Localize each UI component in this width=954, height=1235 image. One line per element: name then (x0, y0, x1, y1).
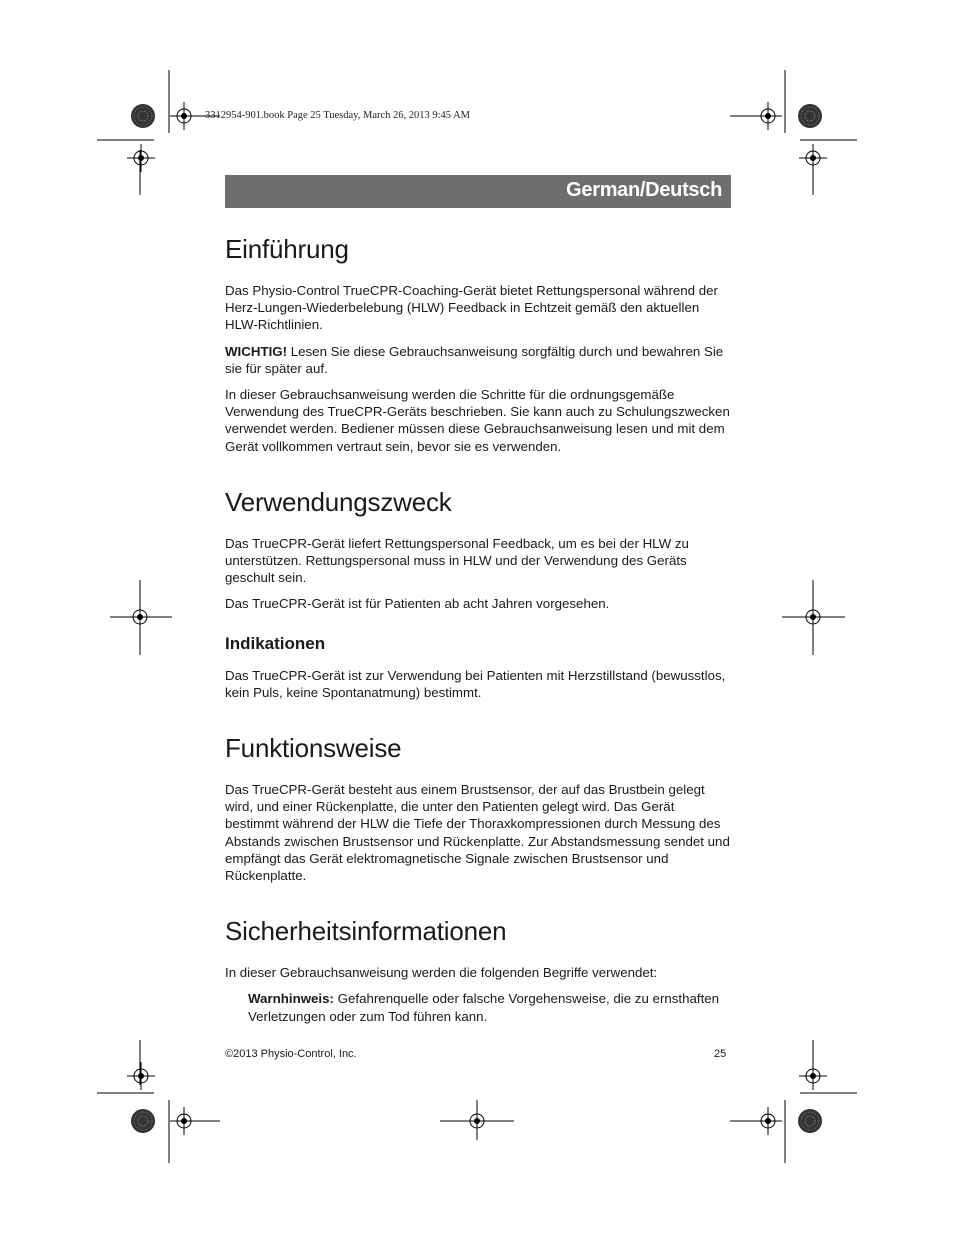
heading-purpose: Verwendungszweck (225, 486, 452, 517)
function-paragraph: Das TrueCPR-Gerät besteht aus einem Brustsensor, der auf das Brustbein gelegt wird, und einer Rückenplatte, die unter den Patienten gelegt wird. Das Gerät bestimmt während der HLW die Tiefe der Thoraxkompressionen durch Messung des Abstands zwischen Brustsensor und Rückenplatte. Zur Abstandsmessung sendet und empfängt das Gerät elektromagnetische Signale zwischen Brustsensor und Rückenplatte. (225, 782, 730, 884)
purpose-paragraph-1: Das TrueCPR-Gerät liefert Rettungspersonal Feedback, um es bei der HLW zu unterstützen. Rettungspersonal muss in HLW und der Verwendung des Geräts geschult sein. (225, 535, 689, 586)
section-function (225, 731, 731, 884)
section-safety (225, 914, 731, 1025)
section-intro (225, 232, 731, 455)
footer-copyright: ©2013 Physio-Control, Inc. (225, 1048, 357, 1060)
heading-indications: Indikationen (225, 633, 326, 653)
heading-function: Funktionsweise (225, 733, 402, 764)
intro-paragraph-3: In dieser Gebrauchsanweisung werden die Schritte für die ordnungsgemäße Verwendung des TrueCPR-Geräts beschrieben. Sie kann auch zu Schulungszwecken verwendet werden. Bediener müssen diese Gebrauchsanweisung lesen und mit dem Gerät vollkommen vertraut sein, bevor sie es verwenden. (225, 387, 730, 454)
warning-label: Warnhinweis: (248, 991, 334, 1007)
indications-paragraph: Das TrueCPR-Gerät ist zur Verwendung bei Patienten mit Herzstillstand (bewusstlos, kein Puls, keine Spontanatmung) bestimmt. (225, 667, 726, 700)
warning-text: Gefahrenquelle oder falsche Vorgehensweise, die zu ernsthaften Verletzungen oder zum Tod führen kann. (248, 991, 720, 1024)
print-slug: 3312954-901.book Page 25 Tuesday, March 26, 2013 9:45 AM (205, 110, 471, 121)
safety-paragraph: In dieser Gebrauchsanweisung werden die folgenden Begriffe verwendet: (225, 965, 658, 981)
important-text: Lesen Sie diese Gebrauchsanweisung sorgfältig durch und bewahren Sie sie für später auf. (225, 343, 724, 376)
page-content (225, 232, 731, 1055)
language-label: German/Deutsch (566, 179, 722, 201)
language-header-bar (225, 175, 731, 208)
warning-definition (248, 990, 731, 1024)
heading-intro: Einführung (225, 234, 349, 264)
section-purpose (225, 485, 731, 701)
footer-page-number: 25 (714, 1048, 727, 1060)
important-label: WICHTIG! (225, 343, 288, 359)
purpose-paragraph-2: Das TrueCPR-Gerät ist für Patienten ab acht Jahren vorgesehen. (225, 596, 610, 612)
intro-important-note (225, 343, 731, 377)
heading-safety: Sicherheitsinformationen (225, 916, 507, 947)
intro-paragraph-1: Das Physio-Control TrueCPR-Coaching-Gerät bietet Rettungspersonal während der Herz-Lungen-Wiederbelebung (HLW) Feedback in Echtzeit gemäß den aktuellen HLW-Richtlinien. (225, 283, 718, 333)
